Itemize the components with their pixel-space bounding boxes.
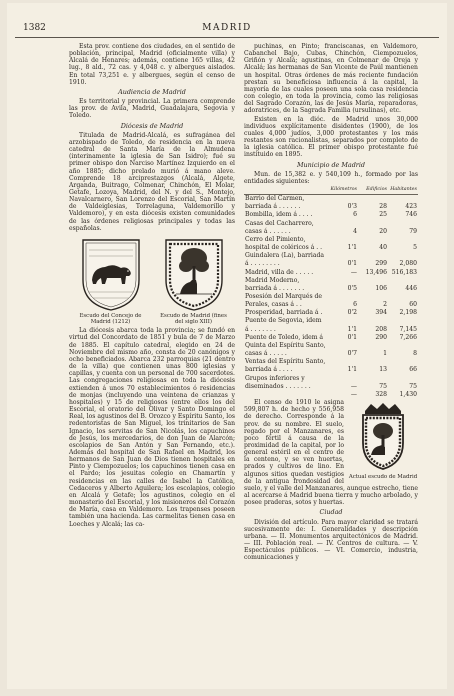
entity-cell: Cerro del Pimiento, hospital de coléricos á . . — [245, 235, 323, 252]
habitantes-cell: 2,080 — [399, 260, 417, 268]
crowned-bear-shield-icon — [357, 401, 409, 471]
habitantes-cell: 66 — [409, 366, 417, 374]
edificios-cell: 40 — [379, 244, 387, 252]
km-cell: 1'1 — [347, 366, 357, 374]
edificios-cell: 13 — [379, 366, 387, 374]
table-row — [244, 334, 418, 342]
edificios-cell: 20 — [379, 227, 387, 235]
habitantes-cell: 1,430 — [399, 390, 417, 398]
edificios-cell: 25 — [379, 211, 387, 219]
habitantes-cell: 79 — [409, 227, 417, 235]
table-row — [244, 342, 418, 358]
table-row — [244, 211, 418, 219]
km-cell: 0'3 — [347, 203, 357, 211]
entity-cell: Madrid Moderno, barriada á . . . . . . . — [245, 276, 305, 292]
current-shield-caption: Actual escudo de Madrid — [348, 474, 418, 481]
habitantes-cell: 2,198 — [399, 309, 417, 317]
page-header — [15, 23, 439, 38]
municipio-heading: Municipio de Madrid — [297, 160, 365, 169]
edificios-cell: 75 — [379, 382, 387, 390]
entity-cell: Puente de Segovia, idem á . . . . . . . — [245, 317, 322, 333]
siglo-xiii-shield-caption: Escudo de Madrid (fines del siglo XIII) — [160, 312, 227, 326]
concejo-shield — [76, 236, 146, 325]
table-header-row — [244, 186, 418, 195]
entity-cell: Posesión del Marqués de Perales, casas á . . — [245, 293, 323, 309]
page — [7, 3, 447, 689]
municipio-intro: Mun. de 15,382 e. y 540,109 h., formado por las entidades siguientes: — [244, 170, 418, 185]
table-row — [244, 252, 418, 268]
entity-cell: Madrid, villa de . . . . . — [245, 268, 314, 276]
entity-cell: Casas del Cacharrero, casas á . . . . . . — [245, 219, 314, 235]
habitantes-cell: 75 — [409, 382, 417, 390]
municipio-table — [244, 186, 418, 399]
entity-cell: Puente de Toledo, idem á — [245, 333, 324, 341]
table-row — [244, 317, 418, 333]
table-row — [244, 195, 418, 212]
table-row — [244, 269, 418, 277]
edificios-cell: 299 — [375, 260, 387, 268]
edificios-cell: 394 — [375, 309, 387, 317]
table-row — [244, 236, 418, 252]
table-row — [244, 293, 418, 309]
bear-shield-icon — [79, 236, 143, 312]
edificios-cell: 290 — [375, 333, 387, 341]
header-km: Kilómetros — [328, 186, 358, 195]
entity-cell: Quinta del Espíritu Santo, casas á . . . . . — [245, 341, 326, 358]
edificios-cell: 106 — [375, 284, 387, 292]
km-cell: 6 — [353, 301, 357, 309]
intro-paragraph: Esta prov. contiene dos ciudades, en el sentido de población, principal, Madrid (oficialmente villa) y Alcalá de Henares; además, contiene 165 villas, 42 lug., 8 ald., 72 cas. y 4,048 c. y albergues aislados. En total 73,251 e. y albergues, según el censo de 1910. — [69, 43, 235, 86]
entity-cell: Bombilla, idem á . . . . — [245, 211, 313, 219]
edificios-cell: 28 — [379, 203, 387, 211]
page-number: 1382 — [23, 23, 46, 33]
km-cell: 1'1 — [347, 325, 357, 333]
entity-cell: Ventas del Espíritu Santo, barriada á . . . . — [245, 358, 326, 374]
km-cell: 4 — [353, 227, 357, 235]
entity-cell: Grupos inferiores y diseminados . . . . . . . — [245, 374, 311, 390]
shields-row — [69, 236, 235, 325]
habitantes-cell: 423 — [405, 203, 417, 211]
municipio-table-body — [244, 195, 418, 399]
current-shield — [348, 401, 418, 480]
header-entity — [244, 186, 328, 195]
diocesis-heading: Diócesis de Madrid — [120, 121, 184, 130]
audiencia-heading: Audiencia de Madrid — [118, 87, 186, 96]
habitantes-cell: 7,145 — [399, 325, 417, 333]
km-cell: 0'5 — [347, 284, 357, 292]
edificios-cell: 328 — [375, 390, 387, 398]
left-column — [69, 43, 235, 529]
header-edificios: Edificios — [358, 186, 388, 195]
header-habitantes: Habitantes — [388, 186, 418, 195]
habitantes-cell: 60 — [409, 301, 417, 309]
entity-cell: Barrio del Carmen, barriada á . . . . . . — [245, 195, 305, 211]
table-row — [244, 358, 418, 374]
edificios-cell: 13,496 — [365, 268, 387, 276]
km-cell: 0'1 — [347, 260, 357, 268]
diocesis-detail-paragraph: La diócesis abarca toda la provincia; se fundó en virtud del Concordato de 1851 y bula de 7 de Marzo de 1885. El capítulo catedral, elegido en 24 de Noviembre del mismo año, consta de 20 canónigos y ocho beneficiados. Abarca 232 parroquias (21 dentro de la villa) que contienen unas 800 iglesias y capillas, y cuenta con un personal de 700 sacerdotes. Las congregaciones religiosas en toda la diócesis extienden á unos 70 establecimientos ó residencias de monjas (incluyendo una veintena de crianzas y hospitales) y 15 de religiosos (entre ellos los del Escorial, el oratorio del Olivar y Santo Domingo el Real, los agustinos del B. Orozco y Espíritu Santo, los redentoristas de San Miguel, los trinitarios de San Ignacio, los servitas de San Nicolás, los capuchinos de Jesús, los mercedarios, de don Juan de Alarcón; escolapios de San Antón y San Fernando, etc.). Además del hospital de San Rafael en Madrid, los hermanos de San Juan de Dios tienen hospitales en Pinto y Ciempozuelos; los capuchinos tienen casa en el Pardo; los jesuitas colegio en Chamartín y residencias en las calles de Isabel la Católica, Cedaceros y Alberto Aguilera; los escolapios, colegio en Alcalá y Getafe; los agustinos, colegio en el monasterio del Escorial, y los misioneros del Corazón de María, casa en Valdemoro. Los trapenses poseen también una hacienda. Las carmelitas tienen casa en Loeches y Alcalá; las ca- — [69, 327, 235, 528]
right-column — [244, 43, 418, 562]
habitantes-cell: 516,183 — [391, 268, 417, 276]
habitantes-cell: 446 — [405, 284, 417, 292]
habitantes-cell: 8 — [413, 350, 417, 358]
table-row — [244, 220, 418, 236]
running-title: MADRID — [202, 23, 252, 33]
edificios-cell: 2 — [383, 301, 387, 309]
habitantes-cell: 5 — [413, 244, 417, 252]
table-row — [244, 309, 418, 317]
km-cell: — — [350, 382, 357, 390]
dissidents-paragraph: Existen en la dióc. de Madrid unos 30,000 individuos explícitamente disidentes (1900), de los cuales 4,000 judíos, 3,000 protestantes y los más restantes son racionalistas, separados por completo de la iglesia católica. El primer obispo protestante fué instituido en 1895. — [244, 115, 418, 159]
km-cell: 0'1 — [347, 333, 357, 341]
table-row — [244, 277, 418, 293]
edificios-cell: 1 — [383, 350, 387, 358]
audiencia-paragraph: Es territorial y provincial. La primera comprende las prov. de Avila, Madrid, Guadalajara, Segovia y Toledo. — [69, 98, 235, 120]
km-cell: — — [350, 268, 357, 276]
habitantes-cell: 7,266 — [399, 333, 417, 341]
division-paragraph: División del artículo. Para mayor claridad se tratará sucesivamente de: I. Generalidades y descripción urbana. — II. Monumentos arquitectónicos de Madrid. — III. Población real. — IV. Centros de cultura. — V. Espectáculos públicos. — VI. Comercio, industria, comunicaciones y — [244, 518, 418, 562]
siglo-xiii-shield — [159, 236, 229, 325]
km-cell: 0'7 — [347, 350, 357, 358]
km-cell: — — [350, 390, 357, 398]
km-cell: 1'1 — [347, 244, 357, 252]
entity-cell: Prosperidad, barriada á . — [245, 309, 323, 317]
table-row — [244, 391, 418, 399]
ciudad-heading: Ciudad — [319, 508, 343, 517]
bear-tree-shield-icon — [162, 236, 226, 312]
concejo-shield-caption: Escudo del Concejo de Madrid (1212) — [79, 312, 142, 326]
km-cell: 6 — [353, 211, 357, 219]
table-row — [244, 375, 418, 391]
religious-orders-paragraph: puchinas, en Pinto; franciscanas, en Valdemoro, Cabanchel Bajo, Cubas, Chinchón, Ciempozuelos, Griñón y Alcalá; agustinas, en Colmenar de Oreja y Alcalá; las hermanas de San Vicente de Paúl mantienen un hospital. Otras órdenes de más reciente fundación prestan su beneficiosa influencia á la capital, la mayoría de las cuales poseen una sola casa residencia con colegio, en toda la provincia, como las religiosas del Sagrado Corazón, las de Jesús María, reparadoras, adoratrices, de la Sagrada Familia (ursulinas), etc. — [244, 43, 418, 115]
entity-cell — [244, 391, 328, 399]
entity-cell: Guindalera (La), barriada á . . . . . . . . — [245, 252, 325, 268]
census-block — [244, 399, 418, 506]
edificios-cell: 208 — [375, 325, 387, 333]
census-paragraph: El censo de 1910 le asigna 599,807 h. de hecho y 556,958 de derecho. Corresponde á la prov. de su nombre. El suelo, regado por el Manzanares, es poco fértil á causa de la proximidad de la capital, por lo general estéril en el centro de la centeno, y se ven huertas, prados y cultivos de lino. En algunos sitios quedan vestigios de la antigua frondosidad del suelo, y el valle del Manzanares, aunque estrecho, tiene al acercarse á Madrid buena tierra y mucho arbolado, y posee praderas, sotos y huertas. — [244, 399, 418, 507]
habitantes-cell: 746 — [405, 211, 417, 219]
km-cell: 0'2 — [347, 309, 357, 317]
diocesis-paragraph: Titulada de Madrid-Alcalá, es sufragánea del arzobispado de Toledo, de residencia en la nueva catedral de Santa María de la Almudena (interinamente la iglesia de San Isidro); fué su primer obispo don Narciso Martínez Izquierdo en el año 1885; dicho prelado murió á mano aleve. Comprende 18 arciprestazgos (Alcalá, Algete, Arganda, Buitrago, Colmenar, Chinchón, El Molar, Getafe, Lozoya, Madrid, del N. y del S., Montejo, Navalcarnero, San Lorenzo del Escorial, San Martín de Valdeiglesias, Torrelaguna, Valdemorillo y Valdemoro), y en esta diócesis existen comunidades de las órdenes religiosas principales y todas las españolas. — [69, 131, 235, 232]
